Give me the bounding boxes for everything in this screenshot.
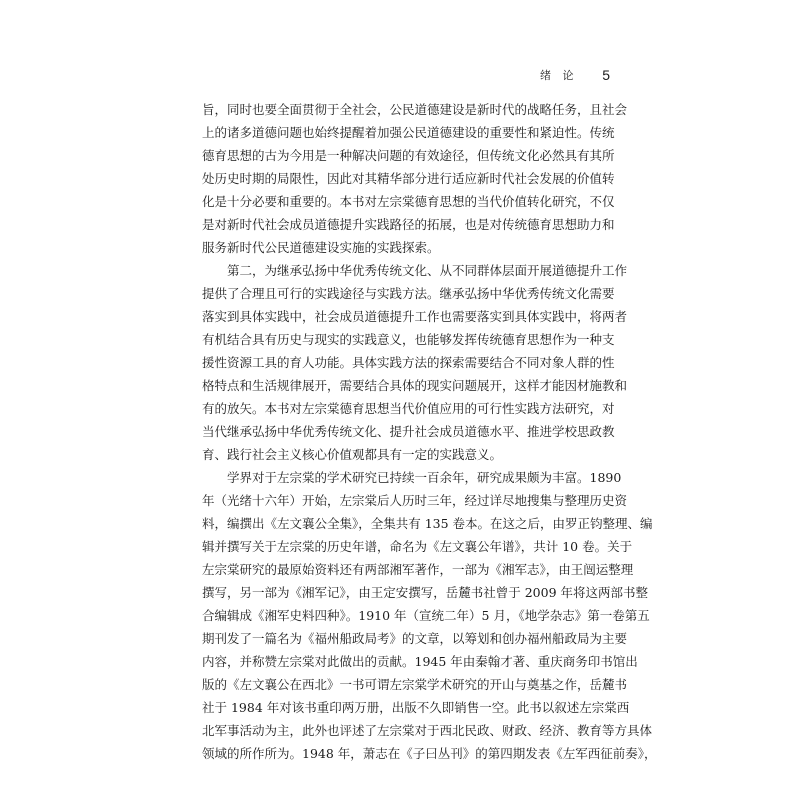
text-line: 撰写，另一部为《湘军记》，由王定安撰写，岳麓书社曾于 2009 年将这两部书整 [202, 585, 649, 600]
text-line: 落实到具体实践中，社会成员道德提升工作也需要落实到具体实践中，将两者 [202, 309, 628, 324]
text-line: 是对新时代社会成员道德提升实践路径的拓展，也是对传统德育思想助力和 [202, 217, 615, 232]
text-line: 学界对于左宗棠的学术研究已持续一百余年，研究成果颇为丰富。1890 [227, 470, 622, 485]
text-line: 期刊发了一篇名为《福州船政局考》的文章，以筹划和创办福州船政局为主要 [202, 631, 628, 646]
text-line: 年（光绪十六年）开始，左宗棠后人历时三年，经过详尽地搜集与整理历史资 [202, 493, 628, 508]
text-line: 料，编撰出《左文襄公全集》，全集共有 135 卷本。在这之后，由罗正钧整理、编 [202, 516, 653, 531]
text-line: 第二，为继承弘扬中华优秀传统文化、从不同群体层面开展道德提升工作 [227, 263, 628, 278]
text-line: 德育思想的古为今用是一种解决问题的有效途径，但传统文化必然具有其所 [202, 148, 615, 163]
text-line: 内容，并称赞左宗棠对此做出的贡献。1945 年由秦翰才著、重庆商务印书馆出 [202, 654, 638, 669]
text-line: 社于 1984 年对该书重印两万册，出版不久即销售一空。此书以叙述左宗棠西 [202, 700, 630, 715]
body-text [202, 98, 657, 765]
text-line: 援性资源工具的育人功能。具体实践方法的探索需要结合不同对象人群的性 [202, 355, 615, 370]
text-line: 旨，同时也要全面贯彻于全社会，公民道德建设是新时代的战略任务，且社会 [202, 102, 628, 117]
text-line: 服务新时代公民道德建设实施的实践探索。 [202, 240, 440, 255]
text-line: 领域的所作所为。1948 年，萧志在《子曰丛刊》的第四期发表《左军西征前奏》， [202, 746, 657, 761]
text-line: 左宗棠研究的最原始资料还有两部湘军著作，一部为《湘军志》，由王闿运整理 [202, 562, 634, 577]
text-line: 提供了合理且可行的实践途径与实践方法。继承弘扬中华优秀传统文化需要 [202, 286, 615, 301]
text-line: 化是十分必要和重要的。本书对左宗棠德育思想的当代价值转化研究，不仅 [202, 194, 615, 209]
text-line: 有的放矢。本书对左宗棠德育思想当代价值应用的可行性实践方法研究，对 [202, 401, 615, 416]
running-head [540, 68, 610, 84]
text-line: 上的诸多道德问题也始终提醒着加强公民道德建设的重要性和紧迫性。传统 [202, 125, 615, 140]
chapter-title: 绪 论 [540, 69, 578, 82]
text-line: 合编辑成《湘军史料四种》。1910 年（宣统二年）5 月，《地学杂志》第一卷第五 [202, 608, 650, 623]
text-line: 格特点和生活规律展开，需要结合具体的现实问题展开，这样才能因材施教和 [202, 378, 628, 393]
text-line: 处历史时期的局限性，因此对其精华部分进行适应新时代社会发展的价值转 [202, 171, 615, 186]
text-line: 当代继承弘扬中华优秀传统文化、提升社会成员道德水平、推进学校思政教 [202, 424, 615, 439]
text-line: 育、践行社会主义核心价值观都具有一定的实践意义。 [202, 447, 503, 462]
text-line: 有机结合具有历史与现实的实践意义，也能够发挥传统德育思想作为一种支 [202, 332, 615, 347]
text-line: 北军事活动为主，此外也评述了左宗棠对于西北民政、财政、经济、教育等方具体 [202, 723, 653, 738]
text-line: 辑并撰写关于左宗棠的历史年谱，命名为《左文襄公年谱》，共计 10 卷。关于 [202, 539, 633, 554]
page-number: 5 [602, 67, 610, 83]
text-line: 版的《左文襄公在西北》一书可谓左宗棠学术研究的开山与奠基之作，岳麓书 [202, 677, 628, 692]
